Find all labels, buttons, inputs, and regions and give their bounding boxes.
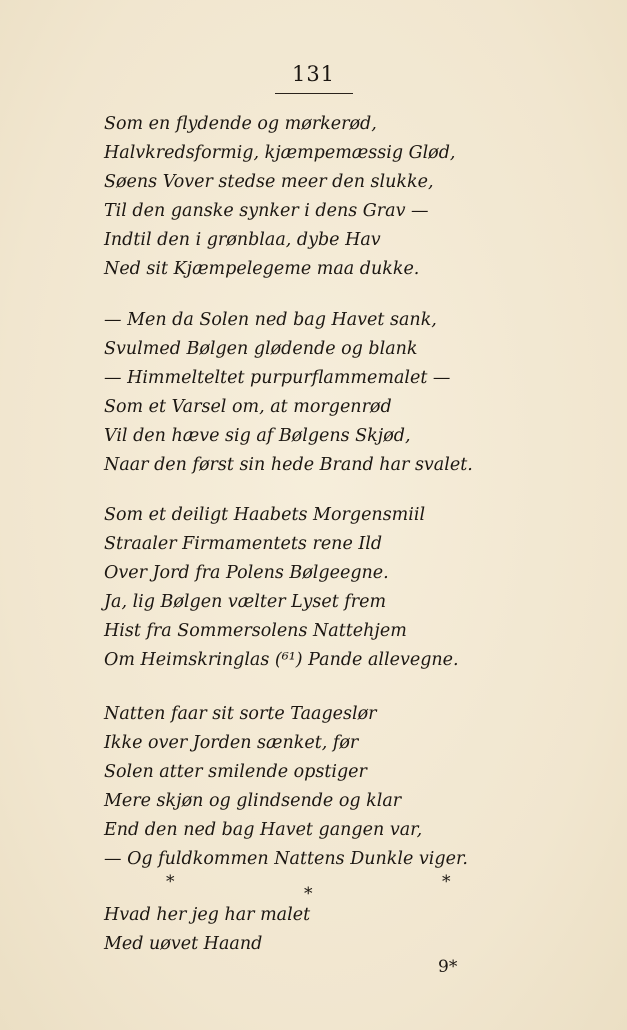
stanza-3 <box>104 501 574 675</box>
asterism-star: * <box>304 884 313 904</box>
asterism-star: * <box>166 872 175 892</box>
stanza-4 <box>104 700 574 874</box>
verse-line: Med uøvet Haand <box>104 934 263 954</box>
verse-line: — Og fuldkommen Nattens Dunkle viger. <box>104 849 468 869</box>
signature-mark: 9* <box>438 957 458 977</box>
verse-line: Som et deiligt Haabets Morgensmiil <box>104 505 426 525</box>
verse-line: Straaler Firmamentets rene Ild <box>104 534 383 554</box>
verse-line: Vil den hæve sig af Bølgens Skjød, <box>104 426 411 446</box>
asterism-divider <box>0 872 627 902</box>
verse-line: Ikke over Jorden sænket, før <box>104 733 359 753</box>
verse-line: Hvad her jeg har malet <box>104 905 311 925</box>
stanza-1 <box>104 110 574 284</box>
verse-line: Søens Vover stedse meer den slukke, <box>104 172 434 192</box>
stanza-5 <box>104 901 574 959</box>
verse-line: Om Heimskringlas (⁶¹) Pande allevegne. <box>104 650 459 670</box>
verse-line: Ned sit Kjæmpelegeme maa dukke. <box>104 259 420 279</box>
verse-line: — Himmelteltet purpurflammemalet — <box>104 368 451 388</box>
verse-line: Indtil den i grønblaa, dybe Hav <box>104 230 381 250</box>
verse-line: Natten faar sit sorte Taageslør <box>104 704 377 724</box>
verse-line: Som et Varsel om, at morgenrød <box>104 397 392 417</box>
stanza-2 <box>104 306 574 480</box>
asterism-star: * <box>442 872 451 892</box>
verse-line: Halvkredsformig, kjæmpemæssig Glød, <box>104 143 456 163</box>
verse-line: — Men da Solen ned bag Havet sank, <box>104 310 437 330</box>
verse-line: Til den ganske synker i dens Grav — <box>104 201 429 221</box>
verse-line: Over Jord fra Polens Bølgeegne. <box>104 563 389 583</box>
verse-line: End den ned bag Havet gangen var, <box>104 820 423 840</box>
page-number: 131 <box>291 62 336 86</box>
header-rule <box>275 93 353 94</box>
verse-line: Naar den først sin hede Brand har svalet. <box>104 455 473 475</box>
verse-line: Som en flydende og mørkerød, <box>104 114 377 134</box>
verse-line: Svulmed Bølgen glødende og blank <box>104 339 418 359</box>
verse-line: Ja, lig Bølgen vælter Lyset frem <box>104 592 387 612</box>
verse-line: Hist fra Sommersolens Nattehjem <box>104 621 407 641</box>
verse-line: Solen atter smilende opstiger <box>104 762 367 782</box>
verse-line: Mere skjøn og glindsende og klar <box>104 791 402 811</box>
